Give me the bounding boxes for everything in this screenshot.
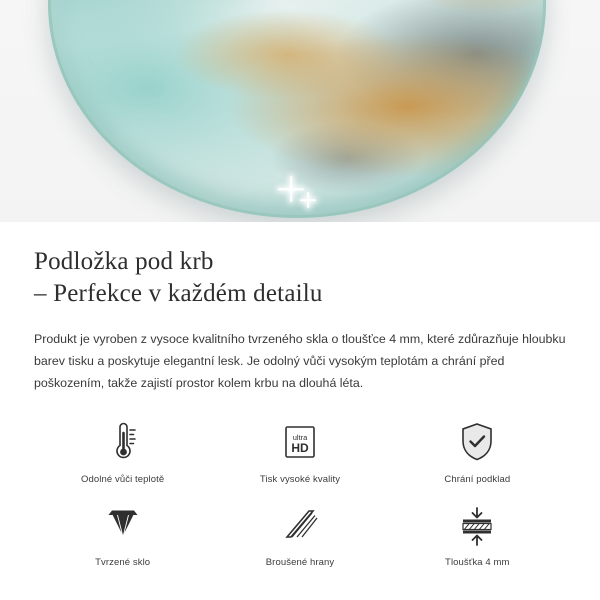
feature-item-temperature [34,420,211,485]
feature-label: Tvrzené sklo [95,557,151,568]
thickness-icon [455,503,499,547]
headline-line-2: – Perfekce v každém detailu [34,280,323,307]
page-title [34,246,566,310]
feature-item-polished-edges [211,503,388,568]
feature-label: Tloušťka 4 mm [445,557,510,568]
feature-item-thickness [389,503,566,568]
feature-item-tempered-glass [34,503,211,568]
feature-grid [34,420,566,568]
shield-check-icon [457,420,497,464]
feature-label: Chrání podklad [444,474,511,485]
product-description-paragraph: Produkt je vyroben z vysoce kvalitního tvrzeného skla o tloušťce 4 mm, které zdůrazňuje hloubku barev tisku a poskytuje elegantní lesk. Je odolný vůči vysokým teplotám a chrání před poškozením, takže zajistí prostor kolem krbu na dlouhá léta. [34,332,566,390]
thermometer-icon [103,420,143,464]
diamond-icon [102,503,144,547]
content-area [0,246,600,568]
feature-item-print-quality [211,420,388,485]
svg-text:HD: HD [291,441,309,455]
ultra-hd-icon [279,420,321,464]
svg-text:ultra: ultra [292,433,308,442]
feature-item-protection [389,420,566,485]
hero-image [0,0,600,222]
headline-line-1: Podložka pod krb [34,248,214,275]
feature-label: Broušené hrany [265,557,335,568]
feature-label: Odolné vůči teplotě [81,474,165,485]
polished-edges-icon [279,503,321,547]
feature-label: Tisk vysoké kvality [259,474,341,485]
